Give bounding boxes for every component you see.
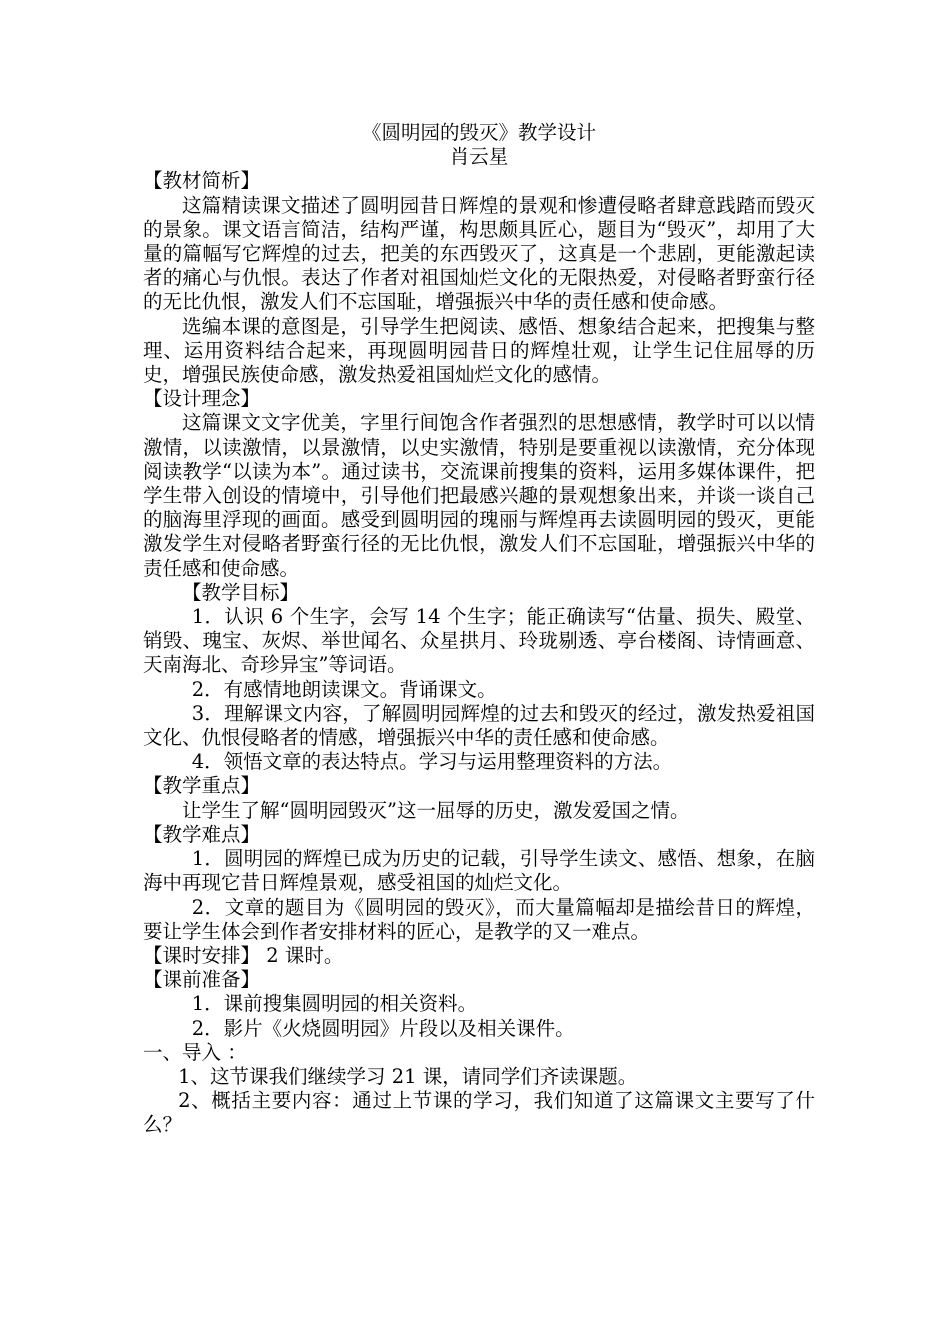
list-item: 2．有感情地朗读课文。背诵课文。 (191, 677, 497, 701)
section-heading-mubiao: 【教学目标】 (182, 580, 300, 604)
section-heading-linian: 【设计理念】 (143, 387, 261, 411)
section-heading-zhunbei: 【课前准备】 (143, 968, 261, 992)
section-heading-daoru: 一、导入 ： (143, 1040, 247, 1064)
list-item: 1．课前搜集圆明园的相关资料。 (191, 992, 478, 1016)
paragraph: 选编本课的意图是，引导学生把阅读、感悟、想象结合起来，把搜集与整理、运用资料结合起来，再现圆明园昔日的辉煌壮观，让学生记住屈辱的历史，增强民族使命感，激发热爱祖国灿烂文化的感情。 (143, 314, 815, 387)
section-heading-nandian: 【教学难点】 (143, 822, 261, 846)
list-item: 2、概括主要内容：通过上节课的学习，我们知道了这篇课文主要写了什么？ (143, 1089, 815, 1137)
list-item: 1．认识 6 个生字，会写 14 个生字；能正确读写“估量、损失、殿堂、销毁、瑰宝、灰烬、举世闻名、众星拱月、玲珑剔透、亭台楼阁、诗情画意、天南海北、奇珍异宝”等词语。 (143, 605, 815, 677)
paragraph: 让学生了解“圆明园毁灭”这一屈辱的历史，激发爱国之情。 (182, 798, 690, 822)
list-item: 2．影片《火烧圆明园》片段以及相关课件。 (191, 1016, 575, 1040)
paragraph: 这篇精读课文描述了圆明园昔日辉煌的景观和惨遭侵略者肆意践踏而毁灭的景象。课文语言简洁，结构严谨，构思颇具匠心，题目为“毁灭”，却用了大量的篇幅写它辉煌的过去，把美的东西毁灭了，这真是一个悲剧，更能激起读者的痛心与仇恨。表达了作者对祖国灿烂文化的无限热爱，对侵略者野蛮行径的无比仇恨，激发人们不忘国耻，增强振兴中华的责任感和使命感。 (143, 193, 815, 314)
section-heading-zhongdian: 【教学重点】 (143, 774, 261, 798)
section-heading-keshi: 【课时安排】 (143, 943, 261, 967)
document-body (143, 121, 815, 1138)
section-keshi (143, 944, 815, 968)
list-item: 1、这节课我们继续学习 21 课，请同学们齐读课题。 (178, 1064, 638, 1088)
list-item: 4．领悟文章的表达特点。学习与运用整理资料的方法。 (191, 750, 673, 774)
paragraph: 这篇课文文字优美，字里行间饱含作者强烈的思想感情，教学时可以以情激情，以读激情，以景激情，以史实激情，特别是要重视以读激情，充分体现阅读教学“以读为本”。通过读书，交流课前搜集的资料，运用多媒体课件，把学生带入创设的情境中，引导他们把最感兴趣的景观想象出来，并谈一谈自己的脑海里浮现的画面。感受到圆明园的瑰丽与辉煌再去读圆明园的毁灭，更能激发学生对侵略者野蛮行径的无比仇恨，激发人们不忘国耻，增强振兴中华的责任感和使命感。 (143, 411, 815, 580)
document-title: 《圆明园的毁灭》教学设计 (361, 121, 596, 144)
list-item: 1．圆明园的辉煌已成为历史的记载，引导学生读文、感悟、想象，在脑海中再现它昔日辉煌景观，感受祖国的灿烂文化。 (143, 847, 815, 895)
list-item: 3．理解课文内容，了解圆明园辉煌的过去和毁灭的经过，激发热爱祖国文化、仇恨侵略者的情感，增强振兴中华的责任感和使命感。 (143, 701, 815, 750)
document-author: 肖云星 (449, 145, 509, 169)
list-item: 2．文章的题目为《圆明园的毁灭》，而大量篇幅却是描绘昔日的辉煌，要让学生体会到作者安排材料的匠心，是教学的又一难点。 (143, 895, 815, 943)
section-heading-jiaocai: 【教材简析】 (143, 169, 261, 193)
keshi-text: 2 课时。 (260, 943, 344, 967)
